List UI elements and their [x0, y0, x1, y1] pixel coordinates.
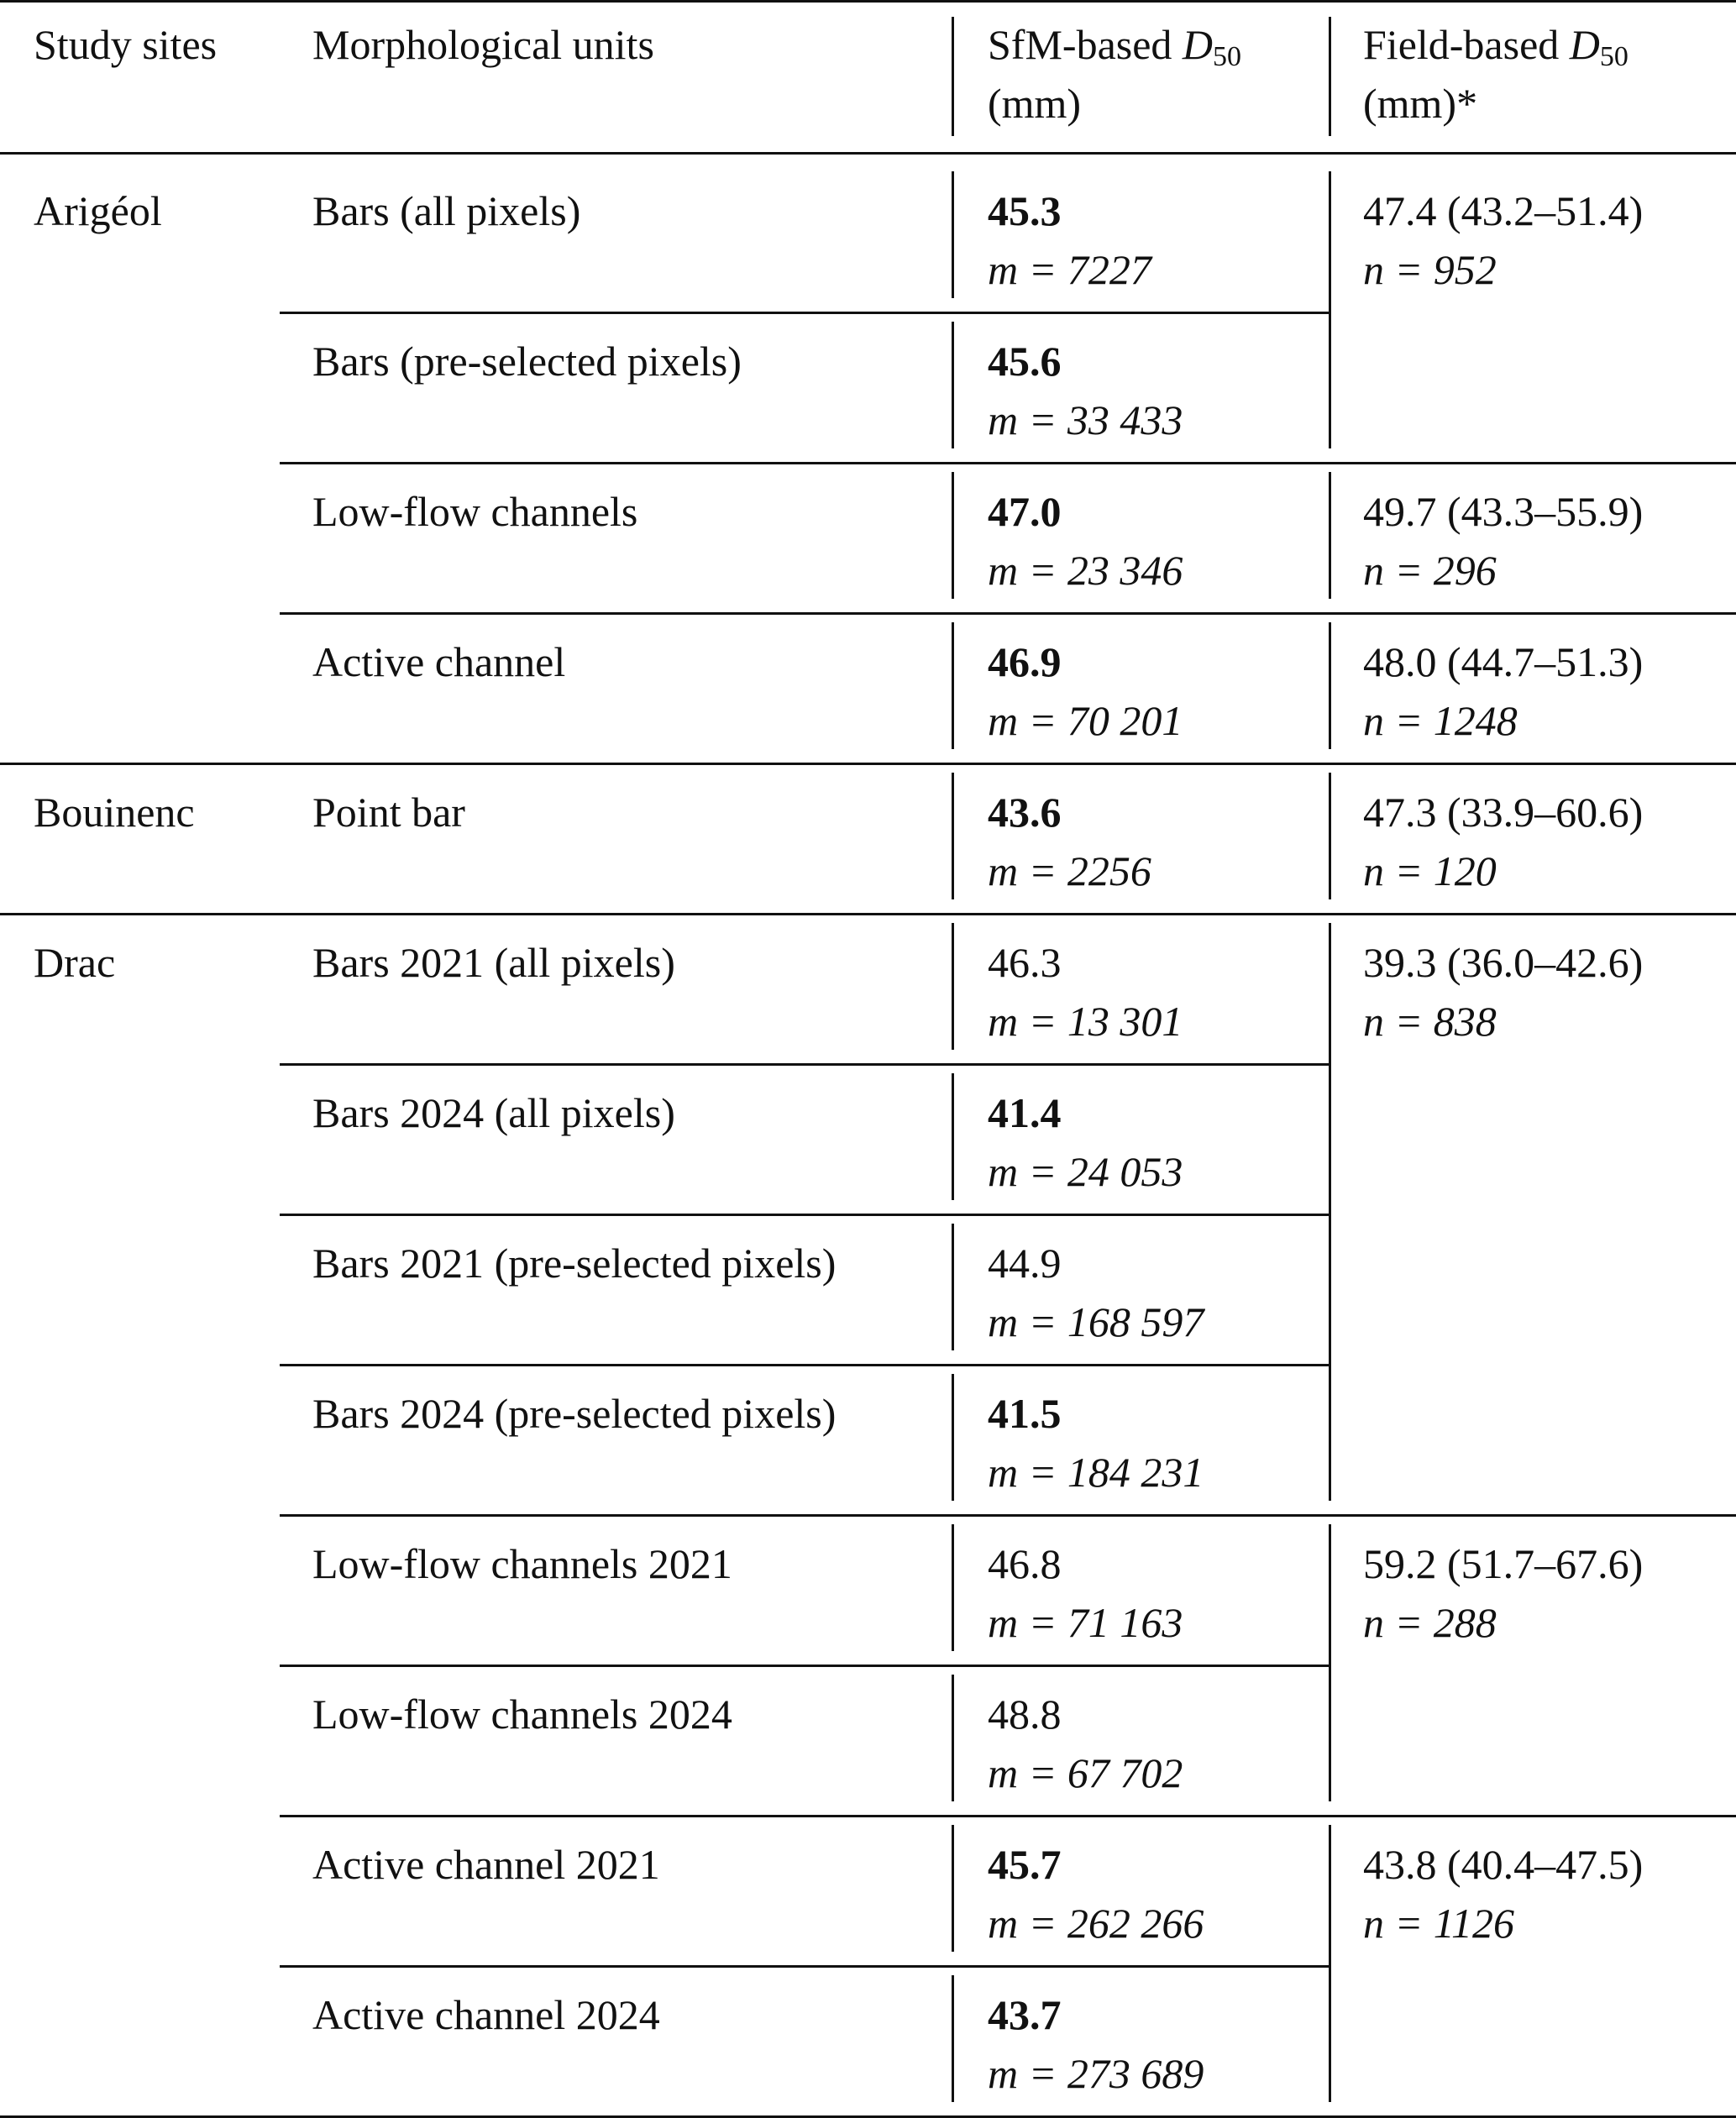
sfm-pixel-count: m = 273 689	[988, 2050, 1204, 2097]
header-bottom-rule	[0, 152, 1736, 155]
morphological-unit: Active channel	[312, 638, 566, 685]
field-sample-count: n = 1248	[1363, 697, 1518, 744]
sfm-pixel-count: m = 168 597	[988, 1298, 1204, 1345]
cell-separator	[952, 1975, 954, 2102]
sfm-d50-value: 46.3	[988, 939, 1062, 986]
field-cell-separator	[1329, 923, 1331, 1501]
header-sfm-d50: SfM-based $D_{50}$	[988, 21, 1242, 72]
sfm-pixel-count: m = 70 201	[988, 697, 1183, 744]
field-cell-separator	[1329, 1524, 1331, 1801]
site-label: Arigéol	[34, 187, 162, 234]
site-label: Bouinenc	[34, 789, 195, 836]
field-d50-value: 49.7 (43.3–55.9)	[1363, 488, 1644, 535]
header-sfm-unit: (mm)	[988, 80, 1082, 127]
sfm-pixel-count: m = 67 702	[988, 1749, 1183, 1796]
cell-separator	[952, 622, 954, 749]
site-label: Drac	[34, 939, 116, 986]
sfm-pixel-count: m = 184 231	[988, 1449, 1204, 1496]
sfm-d50-value: 41.5	[988, 1390, 1062, 1437]
header-field-unit: (mm)*	[1363, 80, 1478, 127]
sfm-pixel-count: m = 71 163	[988, 1599, 1183, 1646]
group-bottom-rule	[0, 913, 1736, 915]
morphological-unit: Active channel 2024	[312, 1991, 660, 2038]
sfm-d50-value: 45.7	[988, 1841, 1062, 1888]
cell-separator	[952, 1524, 954, 1651]
header-field-d50: Field-based $D_{50}$	[1363, 21, 1628, 72]
cell-separator	[952, 773, 954, 899]
field-cell-separator	[1329, 622, 1331, 749]
sfm-d50-value: 44.9	[988, 1240, 1062, 1287]
row-separator-rule	[280, 1815, 1736, 1817]
row-separator-rule	[280, 1063, 1331, 1066]
field-sample-count: n = 288	[1363, 1599, 1497, 1646]
row-separator-rule	[280, 1514, 1736, 1517]
row-separator-rule	[280, 1364, 1331, 1366]
cell-separator	[952, 1073, 954, 1200]
morphological-unit: Bars 2021 (pre-selected pixels)	[312, 1240, 837, 1287]
sfm-pixel-count: m = 262 266	[988, 1900, 1204, 1947]
sfm-d50-value: 48.8	[988, 1691, 1062, 1738]
row-separator-rule	[280, 462, 1736, 464]
sfm-d50-value: 43.7	[988, 1991, 1062, 2038]
morphological-unit: Low-flow channels	[312, 488, 638, 535]
field-d50-value: 47.4 (43.2–51.4)	[1363, 187, 1644, 234]
field-sample-count: n = 1126	[1363, 1900, 1515, 1947]
field-d50-value: 59.2 (51.7–67.6)	[1363, 1540, 1644, 1587]
cell-separator	[952, 1224, 954, 1350]
cell-separator	[952, 1675, 954, 1801]
row-separator-rule	[280, 1214, 1331, 1216]
table-top-rule	[0, 0, 1736, 3]
morphological-unit: Bars 2024 (all pixels)	[312, 1089, 675, 1136]
field-sample-count: n = 838	[1363, 998, 1497, 1045]
sfm-pixel-count: m = 7227	[988, 246, 1151, 293]
sfm-d50-value: 47.0	[988, 488, 1062, 535]
group-bottom-rule	[0, 763, 1736, 765]
row-separator-rule	[280, 612, 1736, 615]
morphological-unit: Bars (all pixels)	[312, 187, 581, 234]
sfm-d50-value: 46.9	[988, 638, 1062, 685]
field-sample-count: n = 296	[1363, 547, 1497, 594]
cell-separator	[952, 322, 954, 448]
sfm-d50-value: 45.3	[988, 187, 1062, 234]
cell-separator	[952, 923, 954, 1050]
sfm-pixel-count: m = 24 053	[988, 1148, 1183, 1195]
field-cell-separator	[1329, 773, 1331, 899]
morphological-unit: Bars 2024 (pre-selected pixels)	[312, 1390, 837, 1437]
morphological-unit: Low-flow channels 2021	[312, 1540, 732, 1587]
morphological-unit: Low-flow channels 2024	[312, 1691, 732, 1738]
field-d50-value: 47.3 (33.9–60.6)	[1363, 789, 1644, 836]
morphological-unit: Point bar	[312, 789, 465, 836]
row-separator-rule	[280, 1965, 1331, 1968]
header-separator	[952, 17, 954, 136]
sfm-d50-value: 43.6	[988, 789, 1062, 836]
field-sample-count: n = 120	[1363, 847, 1497, 894]
row-separator-rule	[280, 1665, 1331, 1667]
row-separator-rule	[280, 312, 1331, 314]
sfm-d50-value: 41.4	[988, 1089, 1062, 1136]
sfm-d50-value: 46.8	[988, 1540, 1062, 1587]
morphological-unit: Bars 2021 (all pixels)	[312, 939, 675, 986]
field-d50-value: 48.0 (44.7–51.3)	[1363, 638, 1644, 685]
header-study-sites: Study sites	[34, 21, 218, 68]
cell-separator	[952, 472, 954, 599]
cell-separator	[952, 1374, 954, 1501]
field-cell-separator	[1329, 171, 1331, 448]
field-cell-separator	[1329, 1825, 1331, 2102]
morphological-unit: Bars (pre-selected pixels)	[312, 338, 742, 385]
cell-separator	[952, 1825, 954, 1952]
cell-separator	[952, 171, 954, 298]
morphological-unit: Active channel 2021	[312, 1841, 660, 1888]
header-separator	[1329, 17, 1331, 136]
sfm-d50-value: 45.6	[988, 338, 1062, 385]
header-morphological-units: Morphological units	[312, 21, 654, 68]
field-d50-value: 43.8 (40.4–47.5)	[1363, 1841, 1644, 1888]
sfm-pixel-count: m = 13 301	[988, 998, 1183, 1045]
sfm-pixel-count: m = 2256	[988, 847, 1151, 894]
field-cell-separator	[1329, 472, 1331, 599]
field-d50-value: 39.3 (36.0–42.6)	[1363, 939, 1644, 986]
field-sample-count: n = 952	[1363, 246, 1497, 293]
sfm-pixel-count: m = 33 433	[988, 396, 1183, 443]
sfm-pixel-count: m = 23 346	[988, 547, 1183, 594]
